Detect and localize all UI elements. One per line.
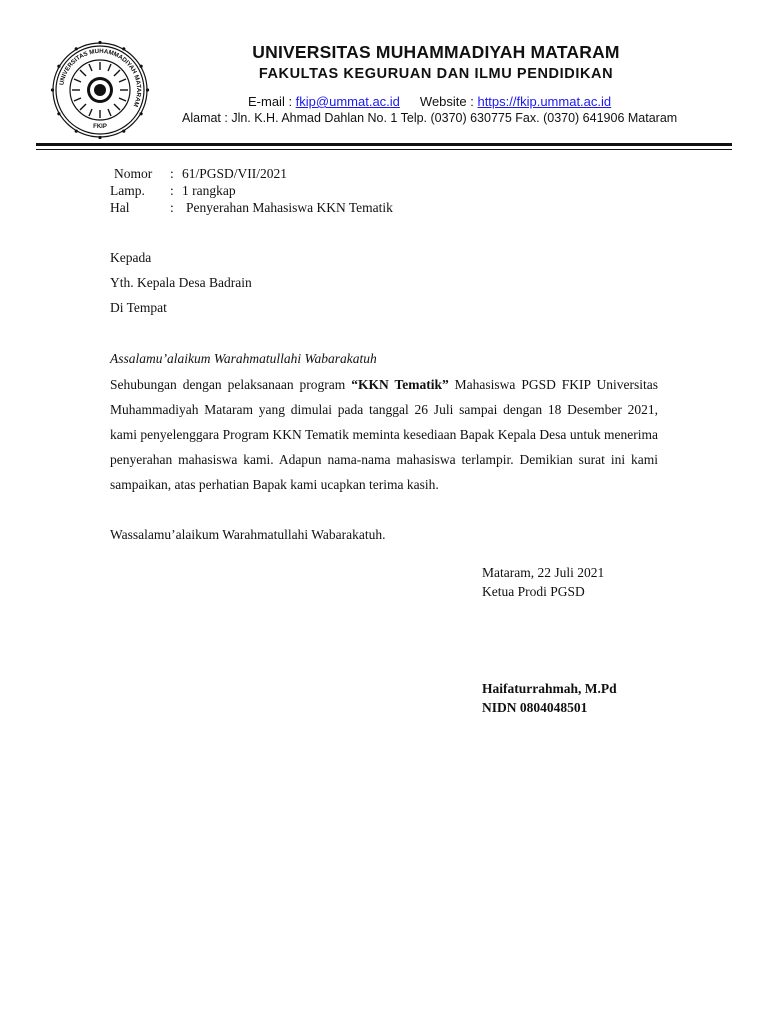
email-label: E-mail : bbox=[248, 94, 296, 109]
para-text-rest: Mahasiswa PGSD FKIP Universitas Muhammadiyah Mataram yang dimulai pada tanggal 26 Juli sampai dengan 18 Desember 2021, kami penyelenggara Program KKN Tematik meminta kesediaan Bapak Kepala Desa untuk menerima penyerahan mahasiswa kami. Adapun nama-nama mahasiswa terlampir. Demikian surat ini kami sampaikan, atas perhatian Bapak kami ucapkan terima kasih. bbox=[110, 377, 659, 492]
meta-key: Nomor bbox=[114, 166, 153, 181]
para-text-start: Sehubungan dengan pelaksanaan program bbox=[110, 377, 352, 392]
greeting: Assalamu’alaikum Warahmatullahi Wabarakatuh bbox=[110, 351, 377, 366]
meta-row-nomor bbox=[110, 166, 510, 184]
contact-line bbox=[248, 94, 611, 109]
meta-value: Penyerahan Mahasiswa KKN Tematik bbox=[186, 200, 393, 215]
svg-text:FKIP: FKIP bbox=[93, 124, 107, 130]
meta-key: Hal bbox=[110, 200, 130, 215]
faculty-name: FAKULTAS KEGURUAN DAN ILMU PENDIDIKAN bbox=[258, 66, 614, 82]
recipient-place: Di Tempat bbox=[110, 300, 167, 315]
svg-text:UNIVERSITAS MUHAMMADIYAH MATAR: UNIVERSITAS MUHAMMADIYAH MATARAM bbox=[58, 47, 143, 108]
signatory-nidn: NIDN 0804048501 bbox=[482, 700, 588, 715]
signatory-name: Haifaturrahmah, M.Pd bbox=[482, 681, 617, 696]
meta-row-lamp bbox=[110, 183, 510, 201]
place-date: Mataram, 22 Juli 2021 bbox=[482, 565, 605, 580]
body-paragraph bbox=[110, 372, 658, 497]
website-label: Website : bbox=[419, 94, 478, 109]
meta-value: 61/PGSD/VII/2021 bbox=[182, 166, 288, 181]
university-logo bbox=[50, 40, 150, 140]
meta-key: Lamp. bbox=[110, 183, 145, 198]
university-name: UNIVERSITAS MUHAMMADIYAH MATARAM bbox=[252, 42, 620, 62]
recipient-to: Kepada bbox=[110, 250, 152, 265]
header-rule-thin bbox=[36, 149, 732, 150]
signatory-position: Ketua Prodi PGSD bbox=[482, 584, 585, 599]
closing: Wassalamu’alaikum Warahmatullahi Wabarakatuh. bbox=[110, 527, 386, 542]
meta-colon: : bbox=[170, 200, 174, 215]
email-link[interactable]: fkip@ummat.ac.id bbox=[295, 94, 400, 109]
meta-colon: : bbox=[170, 166, 174, 181]
meta-value: 1 rangkap bbox=[182, 183, 236, 198]
address-line: Alamat : Jln. K.H. Ahmad Dahlan No. 1 Telp. (0370) 630775 Fax. (0370) 641906 Mataram bbox=[182, 111, 678, 125]
recipient-name: Yth. Kepala Desa Badrain bbox=[110, 275, 252, 290]
program-name: “KKN Tematik” bbox=[351, 377, 449, 392]
meta-colon: : bbox=[170, 183, 174, 198]
website-link[interactable]: https://fkip.ummat.ac.id bbox=[477, 94, 612, 109]
header-rule-thick bbox=[36, 143, 732, 146]
meta-row-hal bbox=[110, 200, 510, 218]
